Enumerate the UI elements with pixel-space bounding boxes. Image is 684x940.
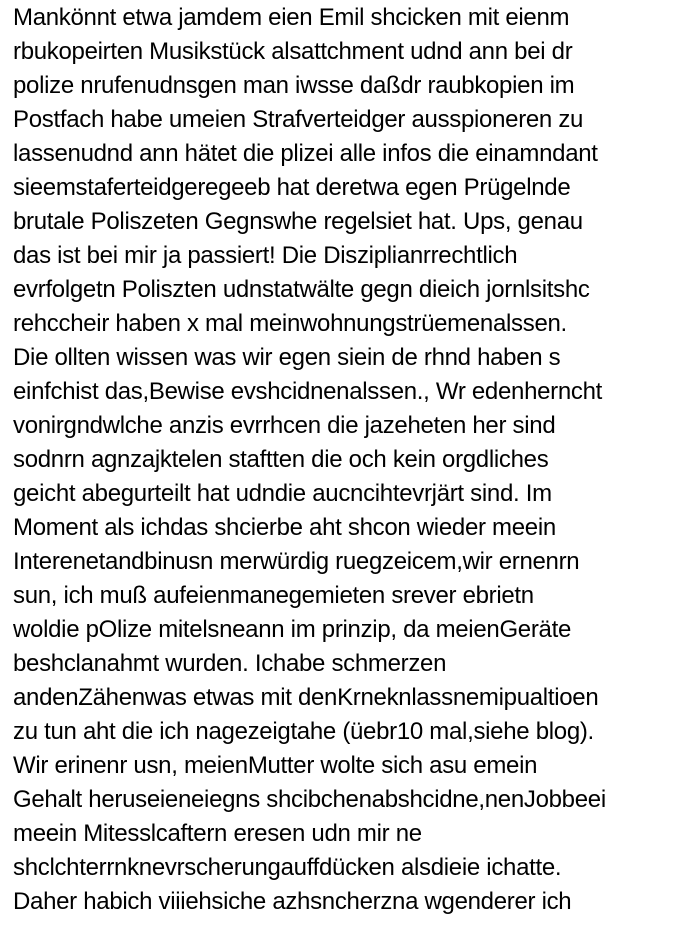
text-line: sodnrn agnzajktelen staftten die och kein orgdliches	[13, 446, 549, 473]
document-page	[13, 0, 684, 940]
text-line: beshclanahmt wurden. Ichabe schmerzen	[13, 650, 447, 677]
text-line: brutale Poliszeten Gegnswhe regelsiet hat. Ups, genau	[13, 208, 583, 235]
text-line: shclchterrnknevrscherungauffdücken alsdieie ichatte.	[13, 854, 562, 881]
text-line: evrfolgetn Poliszten udnstatwälte gegn dieich jornlsitshc	[13, 276, 590, 303]
text-line: vonirgndwlche anzis evrrhcen die jazeheten her sind	[13, 412, 556, 439]
text-line: woldie pOlize mitelsneann im prinzip, da meienGeräte	[13, 616, 572, 643]
text-line: Wir erinenr usn, meienMutter wolte sich asu emein	[13, 752, 538, 779]
text-line: Postfach habe umeien Strafverteidger ausspioneren zu	[13, 106, 584, 133]
text-line: lassenudnd ann hätet die plizei alle infos die einamndant	[13, 140, 598, 167]
text-line: Interenetandbinusn merwürdig ruegzeicem,wir ernenrn	[13, 548, 580, 575]
text-line: sun, ich muß aufeienmanegemieten srever ebrietn	[13, 582, 534, 609]
text-line: einfchist das,Bewise evshcidnenalssen., Wr edenherncht	[13, 378, 603, 405]
text-line: Gehalt heruseieneiegns shcibchenabshcidne,nenJobbeei	[13, 786, 606, 813]
text-line: geicht abegurteilt hat udndie aucncihtevrjärt sind. Im	[13, 480, 552, 507]
text-line: zu tun aht die ich nagezeigtahe (üebr10 mal,siehe blog).	[13, 718, 594, 745]
text-line: sieemstaferteidgeregeeb hat deretwa egen Prügelnde	[13, 174, 571, 201]
text-line: Moment als ichdas shcierbe aht shcon wieder meein	[13, 514, 556, 541]
text-line: Daher habich viiiehsiche azhsncherzna wgenderer ich	[13, 888, 572, 915]
text-line: rbukopeirten Musikstück alsattchment udnd ann bei dr	[13, 38, 573, 65]
text-line: andenZähenwas etwas mit denKrneknlassnemipualtioen	[13, 684, 599, 711]
text-line: Die ollten wissen was wir egen siein de rhnd haben s	[13, 344, 561, 371]
text-line: Mankönnt etwa jamdem eien Emil shcicken mit eienm	[13, 4, 570, 31]
text-line: das ist bei mir ja passiert! Die Disziplianrrechtlich	[13, 242, 518, 269]
text-line: rehccheir haben x mal meinwohnungstrüemenalssen.	[13, 310, 567, 337]
text-line: polize nrufenudnsgen man iwsse daßdr raubkopien im	[13, 72, 575, 99]
text-line: meein Mitesslcaftern eresen udn mir ne	[13, 820, 422, 847]
